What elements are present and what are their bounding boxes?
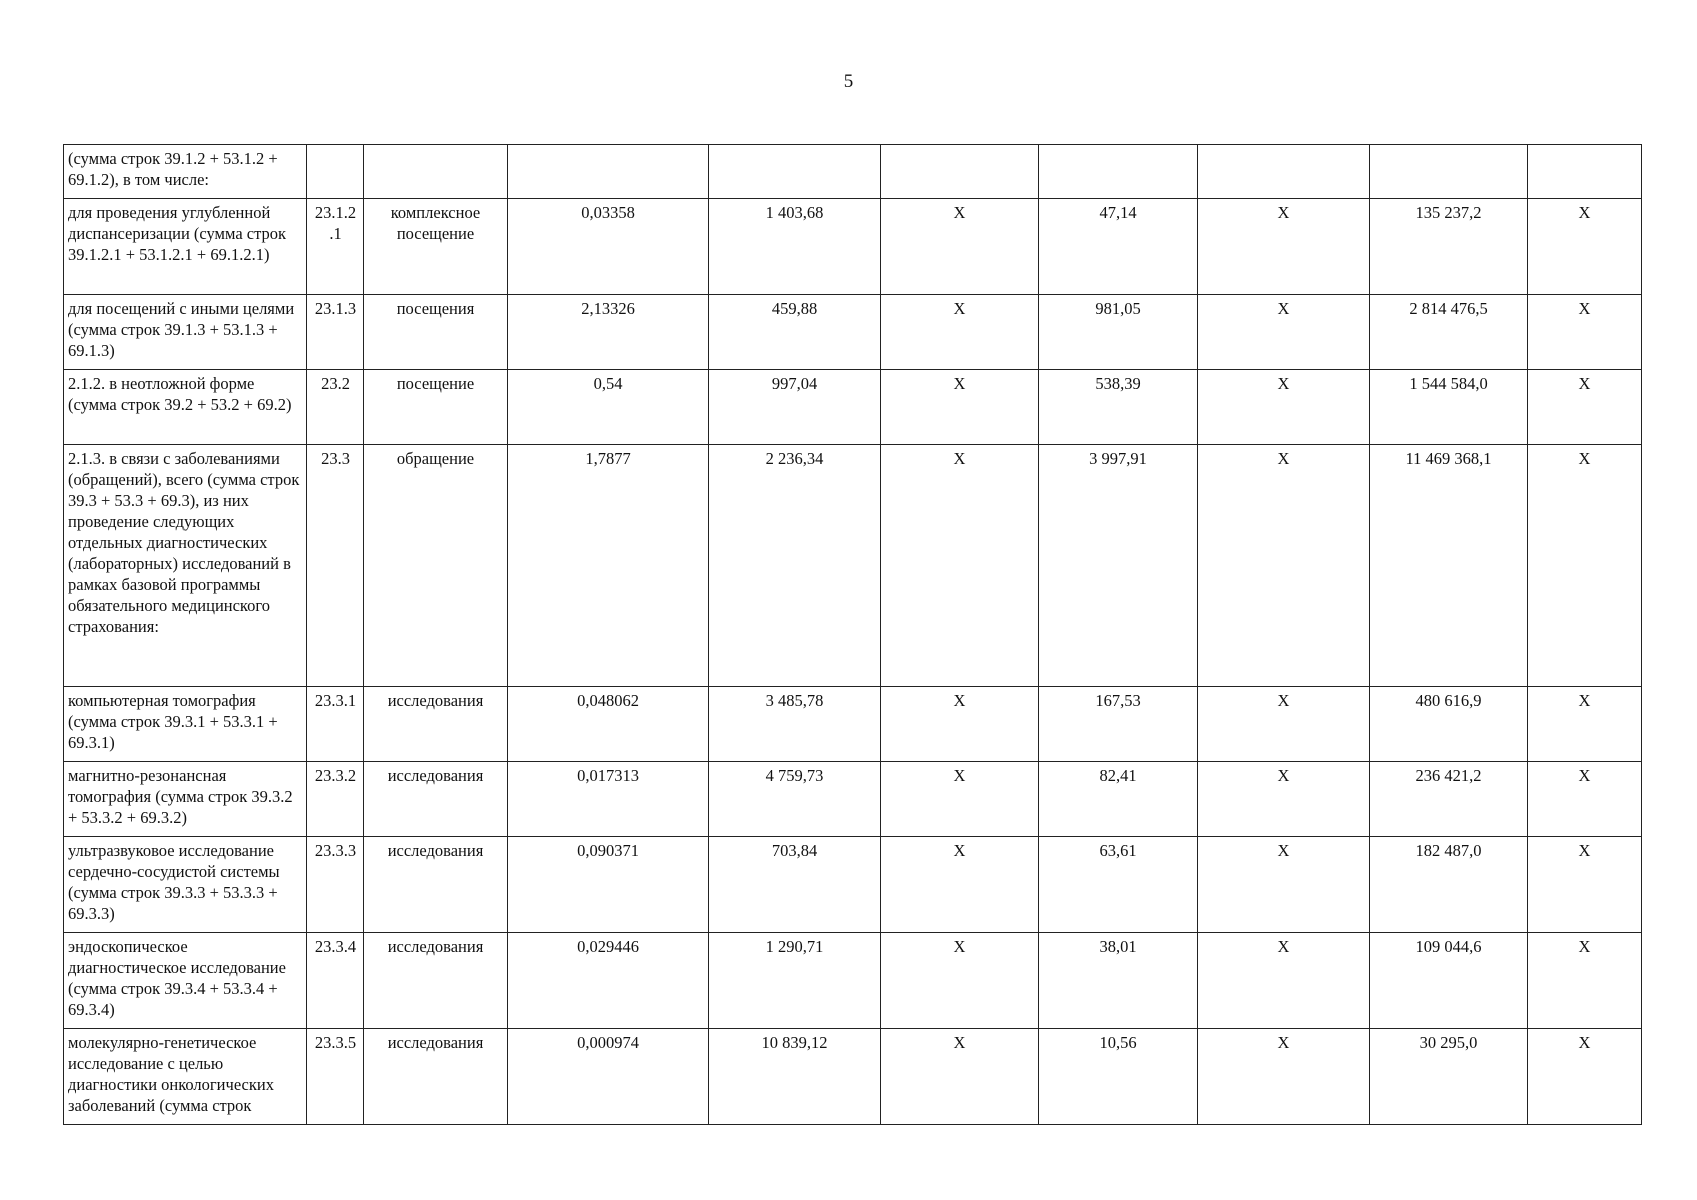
table-row (64, 1029, 1642, 1125)
row-value6-cell: 30 295,0 (1370, 1029, 1528, 1125)
table-row (64, 837, 1642, 933)
row-unit-cell: посещения (364, 295, 508, 370)
table-row (64, 687, 1642, 762)
row-line-cell: 23.1.3 (307, 295, 364, 370)
row-value3-cell: X (881, 933, 1039, 1029)
row-value7-cell: X (1528, 762, 1642, 837)
row-value7-cell: X (1528, 687, 1642, 762)
row-value5-cell: X (1198, 199, 1370, 295)
row-value7-cell: X (1528, 837, 1642, 933)
row-value2-cell: 459,88 (709, 295, 881, 370)
row-line-cell: 23.3 (307, 445, 364, 687)
row-value2-cell: 703,84 (709, 837, 881, 933)
row-line-cell: 23.3.1 (307, 687, 364, 762)
row-value7-cell: X (1528, 445, 1642, 687)
row-value2-cell: 10 839,12 (709, 1029, 881, 1125)
row-unit-cell: исследования (364, 933, 508, 1029)
table-row (64, 370, 1642, 445)
row-value6-cell: 1 544 584,0 (1370, 370, 1528, 445)
row-value5-cell: X (1198, 1029, 1370, 1125)
row-value4-cell: 47,14 (1039, 199, 1198, 295)
row-value1-cell: 2,13326 (508, 295, 709, 370)
row-unit-cell: исследования (364, 762, 508, 837)
row-value7-cell: X (1528, 933, 1642, 1029)
row-value7-cell (1528, 145, 1642, 199)
row-name-cell: 2.1.3. в связи с заболеваниями (обращений), всего (сумма строк 39.3 + 53.3 + 69.3), из них проведение следующих отдельных диагностических (лабораторных) исследований в рамках базовой программы обязательного медицинского страхования: (64, 445, 307, 687)
row-value6-cell: 11 469 368,1 (1370, 445, 1528, 687)
row-value3-cell: X (881, 837, 1039, 933)
row-line-cell: 23.1.2 .1 (307, 199, 364, 295)
data-table (63, 144, 1642, 1125)
table-row (64, 445, 1642, 687)
row-name-cell: ультразвуковое исследование сердечно-сосудистой системы (сумма строк 39.3.3 + 53.3.3 + 69.3.3) (64, 837, 307, 933)
table-row (64, 762, 1642, 837)
row-value2-cell: 2 236,34 (709, 445, 881, 687)
row-value4-cell: 82,41 (1039, 762, 1198, 837)
row-value4-cell: 538,39 (1039, 370, 1198, 445)
row-unit-cell: исследования (364, 1029, 508, 1125)
table-row (64, 145, 1642, 199)
row-value7-cell: X (1528, 199, 1642, 295)
row-value5-cell: X (1198, 370, 1370, 445)
row-value5-cell: X (1198, 687, 1370, 762)
row-value3-cell: X (881, 199, 1039, 295)
row-line-cell: 23.3.2 (307, 762, 364, 837)
row-value3-cell: X (881, 1029, 1039, 1125)
row-value4-cell: 167,53 (1039, 687, 1198, 762)
row-name-cell: молекулярно-генетическое исследование с целью диагностики онкологических заболеваний (сумма строк (64, 1029, 307, 1125)
row-value2-cell: 997,04 (709, 370, 881, 445)
row-line-cell: 23.2 (307, 370, 364, 445)
row-value4-cell: 10,56 (1039, 1029, 1198, 1125)
row-value7-cell: X (1528, 370, 1642, 445)
row-value5-cell: X (1198, 837, 1370, 933)
row-value4-cell: 63,61 (1039, 837, 1198, 933)
row-value1-cell: 0,090371 (508, 837, 709, 933)
row-name-cell: 2.1.2. в неотложной форме (сумма строк 39.2 + 53.2 + 69.2) (64, 370, 307, 445)
row-value6-cell: 135 237,2 (1370, 199, 1528, 295)
row-value3-cell: X (881, 370, 1039, 445)
row-value1-cell: 0,048062 (508, 687, 709, 762)
row-line-cell: 23.3.3 (307, 837, 364, 933)
row-value2-cell: 4 759,73 (709, 762, 881, 837)
row-value5-cell: X (1198, 762, 1370, 837)
row-name-cell: эндоскопическое диагностическое исследование (сумма строк 39.3.4 + 53.3.4 + 69.3.4) (64, 933, 307, 1029)
row-value2-cell: 3 485,78 (709, 687, 881, 762)
row-value1-cell: 0,54 (508, 370, 709, 445)
row-value2-cell: 1 290,71 (709, 933, 881, 1029)
table-row (64, 295, 1642, 370)
row-value3-cell: X (881, 762, 1039, 837)
row-value7-cell: X (1528, 295, 1642, 370)
row-unit-cell: посещение (364, 370, 508, 445)
row-line-cell (307, 145, 364, 199)
row-value6-cell: 236 421,2 (1370, 762, 1528, 837)
row-value6-cell (1370, 145, 1528, 199)
row-value1-cell: 0,017313 (508, 762, 709, 837)
row-value6-cell: 182 487,0 (1370, 837, 1528, 933)
row-value4-cell: 38,01 (1039, 933, 1198, 1029)
row-name-cell: магнитно-резонансная томография (сумма строк 39.3.2 + 53.3.2 + 69.3.2) (64, 762, 307, 837)
row-value3-cell: X (881, 687, 1039, 762)
row-value1-cell (508, 145, 709, 199)
row-line-cell: 23.3.5 (307, 1029, 364, 1125)
row-value3-cell: X (881, 295, 1039, 370)
table-row (64, 933, 1642, 1029)
table-row (64, 199, 1642, 295)
row-unit-cell (364, 145, 508, 199)
row-value3-cell: X (881, 445, 1039, 687)
row-value2-cell (709, 145, 881, 199)
row-value4-cell (1039, 145, 1198, 199)
row-value2-cell: 1 403,68 (709, 199, 881, 295)
row-value1-cell: 0,03358 (508, 199, 709, 295)
row-value5-cell: X (1198, 933, 1370, 1029)
row-value5-cell: X (1198, 445, 1370, 687)
row-unit-cell: комплексное посещение (364, 199, 508, 295)
row-value5-cell (1198, 145, 1370, 199)
row-value1-cell: 0,029446 (508, 933, 709, 1029)
row-value4-cell: 981,05 (1039, 295, 1198, 370)
row-line-cell: 23.3.4 (307, 933, 364, 1029)
row-value6-cell: 2 814 476,5 (1370, 295, 1528, 370)
row-value5-cell: X (1198, 295, 1370, 370)
page-number: 5 (843, 71, 854, 92)
row-unit-cell: исследования (364, 837, 508, 933)
table-body (64, 145, 1642, 1125)
row-value1-cell: 0,000974 (508, 1029, 709, 1125)
row-name-cell: (сумма строк 39.1.2 + 53.1.2 + 69.1.2), в том числе: (64, 145, 307, 199)
row-value3-cell (881, 145, 1039, 199)
row-unit-cell: исследования (364, 687, 508, 762)
row-value1-cell: 1,7877 (508, 445, 709, 687)
row-unit-cell: обращение (364, 445, 508, 687)
row-name-cell: для посещений с иными целями (сумма строк 39.1.3 + 53.1.3 + 69.1.3) (64, 295, 307, 370)
row-name-cell: для проведения углубленной диспансеризации (сумма строк 39.1.2.1 + 53.1.2.1 + 69.1.2.1) (64, 199, 307, 295)
row-value4-cell: 3 997,91 (1039, 445, 1198, 687)
row-value6-cell: 109 044,6 (1370, 933, 1528, 1029)
row-value6-cell: 480 616,9 (1370, 687, 1528, 762)
row-name-cell: компьютерная томография (сумма строк 39.3.1 + 53.3.1 + 69.3.1) (64, 687, 307, 762)
row-value7-cell: X (1528, 1029, 1642, 1125)
